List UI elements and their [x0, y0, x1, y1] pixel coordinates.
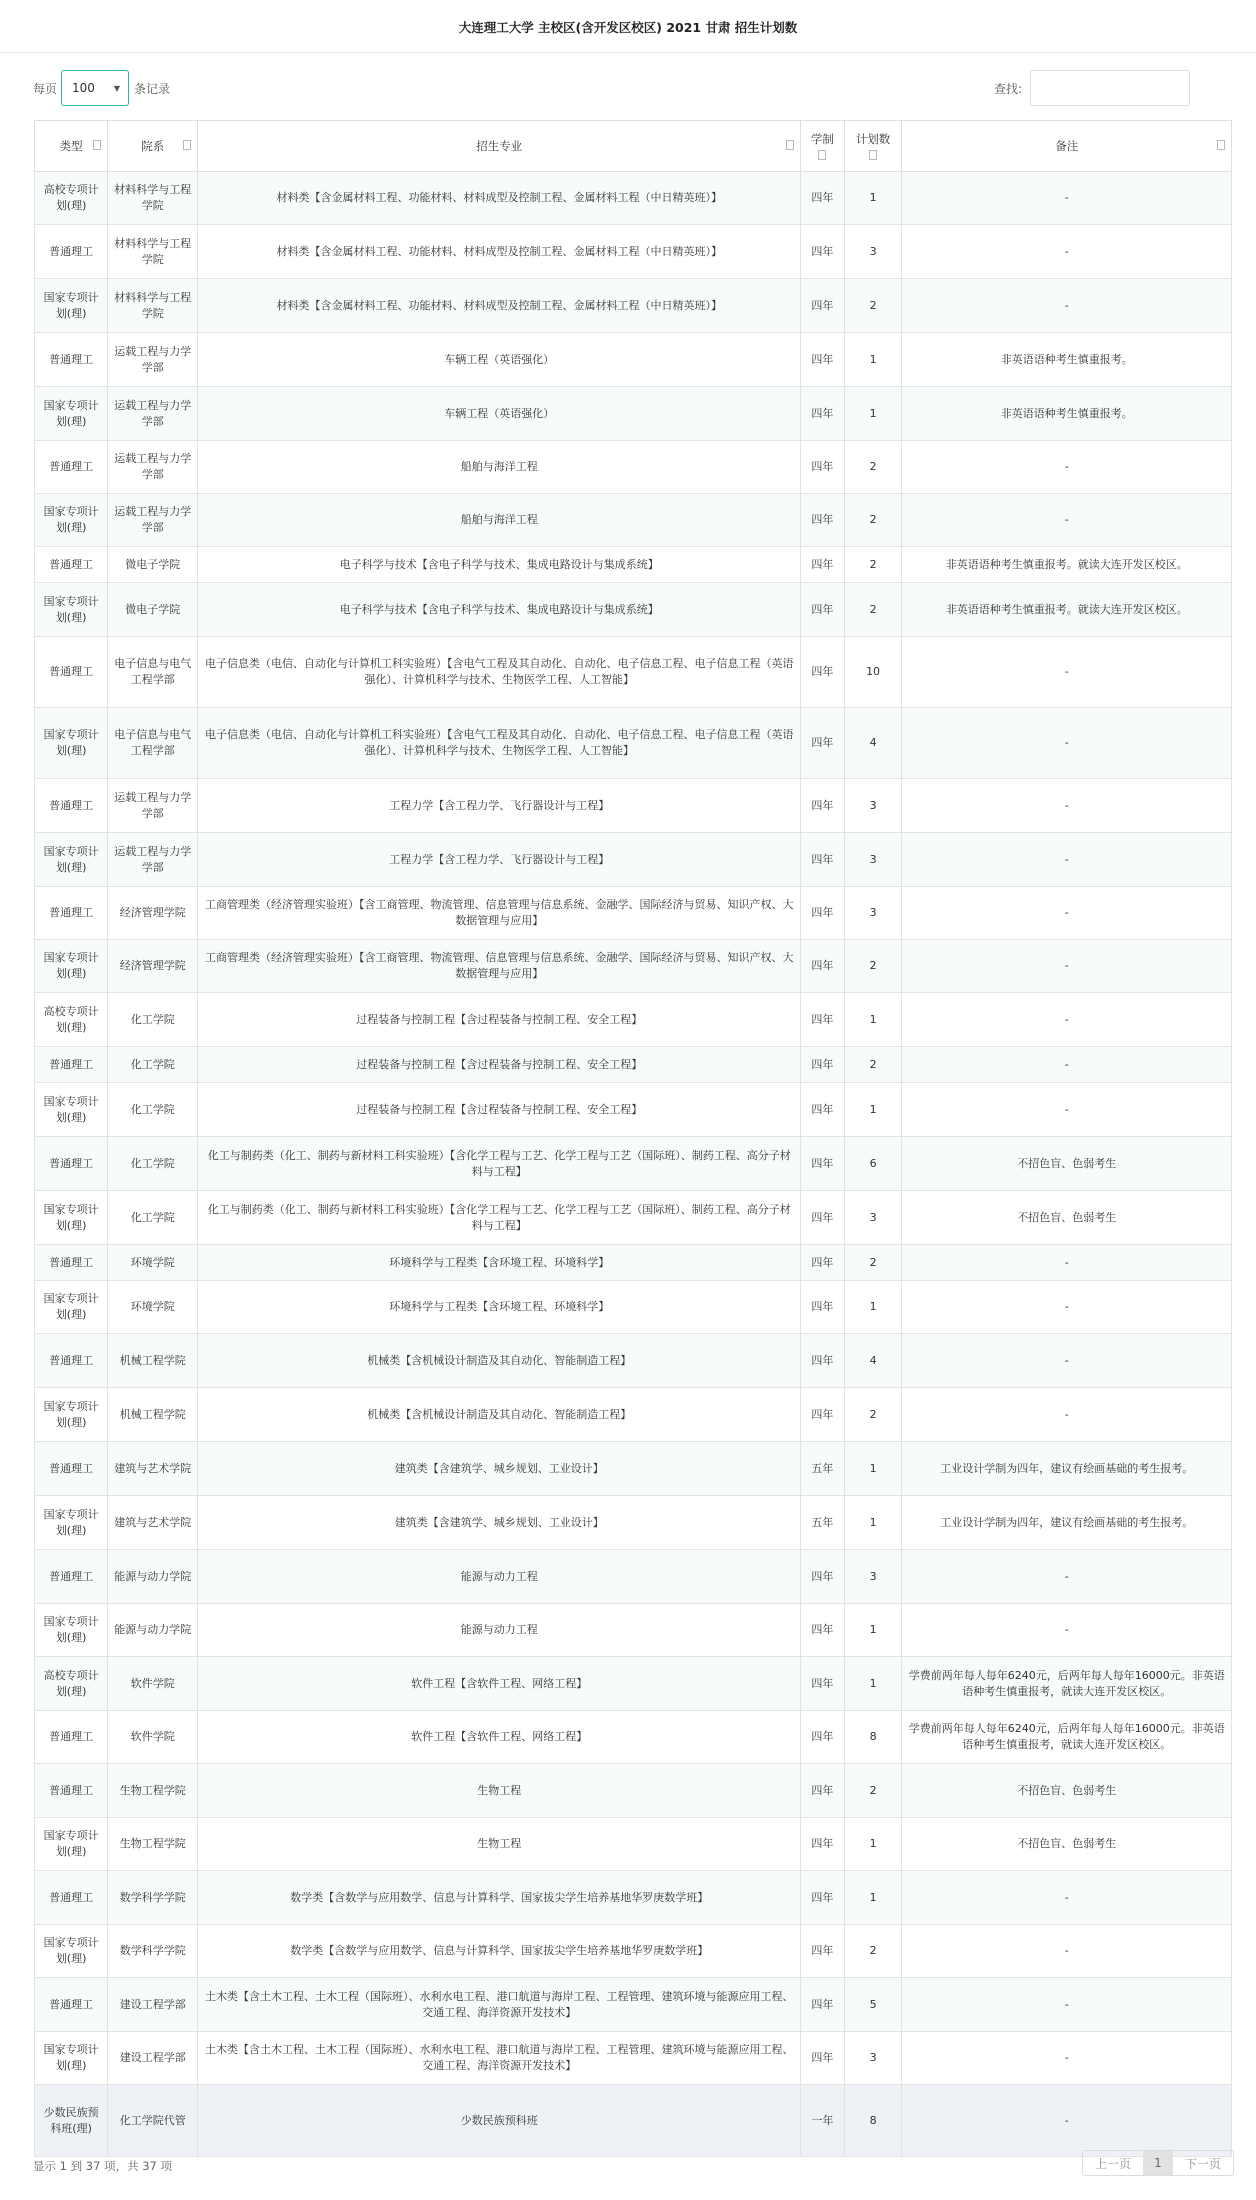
table-row	[35, 833, 1232, 887]
cell-note: 工业设计学制为四年，建议有绘画基础的考生报考。	[902, 1496, 1232, 1550]
table-row	[35, 1604, 1232, 1657]
page-title: 大连理工大学 主校区(含开发区校区) 2021 甘肃 招生计划数	[458, 20, 798, 35]
cell-major: 电子科学与技术【含电子科学与技术、集成电路设计与集成系统】	[198, 547, 801, 583]
table-row	[35, 333, 1232, 387]
cell-major: 电子科学与技术【含电子科学与技术、集成电路设计与集成系统】	[198, 583, 801, 637]
col-header-major[interactable]	[198, 121, 801, 172]
cell-major: 车辆工程（英语强化）	[198, 333, 801, 387]
cell-note: -	[902, 940, 1232, 993]
cell-dept: 环境学院	[108, 1281, 198, 1334]
table-row	[35, 494, 1232, 547]
cell-type: 普通理工	[35, 547, 108, 583]
cell-years: 四年	[801, 583, 845, 637]
cell-years: 五年	[801, 1496, 845, 1550]
cell-years: 四年	[801, 387, 845, 441]
cell-type: 普通理工	[35, 1245, 108, 1281]
cell-plan: 2	[844, 583, 902, 637]
cell-type: 少数民族预科班(理)	[35, 2085, 108, 2157]
cell-major: 能源与动力工程	[198, 1604, 801, 1657]
cell-dept: 能源与动力学院	[108, 1604, 198, 1657]
cell-note: -	[902, 1871, 1232, 1925]
cell-note: 非英语语种考生慎重报考。就读大连开发区校区。	[902, 547, 1232, 583]
col-header-label: 类型	[59, 139, 83, 153]
cell-dept: 运载工程与力学学部	[108, 494, 198, 547]
table-row	[35, 1334, 1232, 1388]
table-row	[35, 279, 1232, 333]
search-control	[994, 70, 1190, 106]
cell-years: 四年	[801, 494, 845, 547]
cell-major: 材料类【含金属材料工程、功能材料、材料成型及控制工程、金属材料工程（中日精英班）】	[198, 279, 801, 333]
cell-plan: 2	[844, 940, 902, 993]
table-row	[35, 583, 1232, 637]
cell-note: 非英语语种考生慎重报考。	[902, 333, 1232, 387]
cell-plan: 2	[844, 279, 902, 333]
cell-plan: 3	[844, 225, 902, 279]
cell-dept: 微电子学院	[108, 583, 198, 637]
table-row	[35, 1550, 1232, 1604]
cell-note: -	[902, 1281, 1232, 1334]
cell-dept: 化工学院代管	[108, 2085, 198, 2157]
cell-dept: 数学科学学院	[108, 1871, 198, 1925]
table-row	[35, 441, 1232, 494]
cell-note: 非英语语种考生慎重报考。	[902, 387, 1232, 441]
cell-type: 普通理工	[35, 1442, 108, 1496]
cell-type: 普通理工	[35, 1711, 108, 1764]
cell-note: -	[902, 225, 1232, 279]
cell-plan: 1	[844, 1442, 902, 1496]
sort-icon	[1217, 140, 1225, 150]
cell-years: 四年	[801, 833, 845, 887]
cell-dept: 电子信息与电气工程学部	[108, 708, 198, 779]
col-header-label: 学制	[810, 132, 834, 147]
cell-type: 高校专项计划(理)	[35, 993, 108, 1047]
cell-major: 建筑类【含建筑学、城乡规划、工业设计】	[198, 1496, 801, 1550]
next-page-button[interactable]: 下一页	[1184, 2156, 1221, 2171]
cell-years: 四年	[801, 887, 845, 940]
cell-major: 环境科学与工程类【含环境工程、环境科学】	[198, 1281, 801, 1334]
table-row	[35, 1871, 1232, 1925]
cell-type: 普通理工	[35, 225, 108, 279]
cell-type: 国家专项计划(理)	[35, 1496, 108, 1550]
cell-type: 国家专项计划(理)	[35, 387, 108, 441]
cell-plan: 8	[844, 2085, 902, 2157]
cell-plan: 3	[844, 1191, 902, 1245]
cell-note: -	[902, 1047, 1232, 1083]
cell-type: 高校专项计划(理)	[35, 172, 108, 225]
cell-note: 不招色盲、色弱考生	[902, 1191, 1232, 1245]
table-row	[35, 637, 1232, 708]
cell-dept: 经济管理学院	[108, 940, 198, 993]
cell-plan: 8	[844, 1711, 902, 1764]
table-row	[35, 708, 1232, 779]
table-body	[35, 172, 1232, 2157]
cell-dept: 建设工程学部	[108, 1978, 198, 2032]
cell-major: 电子信息类（电信、自动化与计算机工科实验班）【含电气工程及其自动化、自动化、电子信息工程、电子信息工程（英语强化）、计算机科学与技术、生物医学工程、人工智能】	[198, 637, 801, 708]
dropdown-arrow-icon: ▼	[113, 83, 121, 93]
cell-dept: 化工学院	[108, 1191, 198, 1245]
search-label: 查找:	[994, 81, 1023, 96]
cell-major: 少数民族预科班	[198, 2085, 801, 2157]
sort-icon	[818, 150, 826, 160]
cell-plan: 4	[844, 708, 902, 779]
col-header-label: 计划数	[855, 132, 891, 147]
cell-note: -	[902, 1604, 1232, 1657]
cell-major: 电子信息类（电信、自动化与计算机工科实验班）【含电气工程及其自动化、自动化、电子信息工程、电子信息工程（英语强化）、计算机科学与技术、生物医学工程、人工智能】	[198, 708, 801, 779]
cell-plan: 1	[844, 1818, 902, 1871]
cell-note: -	[902, 2085, 1232, 2157]
cell-note: -	[902, 779, 1232, 833]
cell-type: 国家专项计划(理)	[35, 1818, 108, 1871]
sort-icon	[869, 150, 877, 160]
cell-years: 四年	[801, 279, 845, 333]
cell-note: -	[902, 833, 1232, 887]
cell-dept: 运载工程与力学学部	[108, 779, 198, 833]
table-row	[35, 887, 1232, 940]
cell-dept: 材料科学与工程学院	[108, 225, 198, 279]
cell-type: 国家专项计划(理)	[35, 1191, 108, 1245]
cell-major: 软件工程【含软件工程、网络工程】	[198, 1711, 801, 1764]
cell-major: 化工与制药类（化工、制药与新材料工科实验班）【含化学工程与工艺、化学工程与工艺（国际班）、制药工程、高分子材料与工程】	[198, 1137, 801, 1191]
cell-type: 高校专项计划(理)	[35, 1657, 108, 1711]
cell-dept: 建设工程学部	[108, 2032, 198, 2085]
cell-type: 国家专项计划(理)	[35, 940, 108, 993]
cell-major: 材料类【含金属材料工程、功能材料、材料成型及控制工程、金属材料工程（中日精英班）】	[198, 172, 801, 225]
table-row	[35, 1281, 1232, 1334]
table-row	[35, 1083, 1232, 1137]
cell-plan: 2	[844, 441, 902, 494]
table-row	[35, 2032, 1232, 2085]
cell-plan: 2	[844, 1047, 902, 1083]
table-row	[35, 1925, 1232, 1978]
cell-plan: 2	[844, 547, 902, 583]
cell-major: 数学类【含数学与应用数学、信息与计算科学、国家拔尖学生培养基地华罗庚数学班】	[198, 1925, 801, 1978]
table-row	[35, 940, 1232, 993]
page-length-select[interactable]	[61, 70, 129, 106]
cell-type: 普通理工	[35, 779, 108, 833]
cell-note: -	[902, 708, 1232, 779]
cell-plan: 1	[844, 172, 902, 225]
cell-major: 土木类【含土木工程、土木工程（国际班）、水利水电工程、港口航道与海岸工程、工程管理、建筑环境与能源应用工程、交通工程、海洋资源开发技术】	[198, 1978, 801, 2032]
cell-note: -	[902, 887, 1232, 940]
cell-type: 国家专项计划(理)	[35, 1281, 108, 1334]
table-row	[35, 225, 1232, 279]
cell-years: 四年	[801, 993, 845, 1047]
cell-years: 四年	[801, 1604, 845, 1657]
cell-note: -	[902, 993, 1232, 1047]
cell-note: -	[902, 1245, 1232, 1281]
cell-years: 四年	[801, 1871, 845, 1925]
cell-plan: 1	[844, 1871, 902, 1925]
cell-plan: 3	[844, 779, 902, 833]
cell-dept: 电子信息与电气工程学部	[108, 637, 198, 708]
cell-note: 不招色盲、色弱考生	[902, 1818, 1232, 1871]
cell-plan: 1	[844, 333, 902, 387]
table-row	[35, 1047, 1232, 1083]
table-row	[35, 2085, 1232, 2157]
cell-plan: 1	[844, 1657, 902, 1711]
cell-type: 国家专项计划(理)	[35, 494, 108, 547]
cell-note: -	[902, 1334, 1232, 1388]
table-row	[35, 1764, 1232, 1818]
cell-years: 四年	[801, 1550, 845, 1604]
cell-years: 四年	[801, 1818, 845, 1871]
table-row	[35, 1496, 1232, 1550]
cell-note: 非英语语种考生慎重报考。就读大连开发区校区。	[902, 583, 1232, 637]
cell-plan: 6	[844, 1137, 902, 1191]
cell-years: 四年	[801, 1711, 845, 1764]
cell-plan: 1	[844, 1281, 902, 1334]
cell-type: 国家专项计划(理)	[35, 708, 108, 779]
cell-dept: 微电子学院	[108, 547, 198, 583]
title-divider	[0, 52, 1256, 53]
table-row	[35, 1388, 1232, 1442]
cell-type: 普通理工	[35, 1047, 108, 1083]
cell-years: 四年	[801, 441, 845, 494]
sort-icon	[183, 140, 191, 150]
cell-dept: 数学科学学院	[108, 1925, 198, 1978]
sort-icon	[786, 140, 794, 150]
cell-dept: 能源与动力学院	[108, 1550, 198, 1604]
table-row	[35, 1442, 1232, 1496]
cell-note: -	[902, 1925, 1232, 1978]
prev-page-button[interactable]: 上一页	[1094, 2156, 1131, 2171]
cell-plan: 1	[844, 387, 902, 441]
cell-years: 四年	[801, 1281, 845, 1334]
cell-dept: 化工学院	[108, 1137, 198, 1191]
cell-note: 工业设计学制为四年，建议有绘画基础的考生报考。	[902, 1442, 1232, 1496]
cell-major: 土木类【含土木工程、土木工程（国际班）、水利水电工程、港口航道与海岸工程、工程管理、建筑环境与能源应用工程、交通工程、海洋资源开发技术】	[198, 2032, 801, 2085]
cell-type: 国家专项计划(理)	[35, 279, 108, 333]
cell-years: 四年	[801, 1137, 845, 1191]
table-row	[35, 387, 1232, 441]
cell-dept: 化工学院	[108, 1047, 198, 1083]
pagination	[1082, 2150, 1234, 2176]
cell-note: 不招色盲、色弱考生	[902, 1137, 1232, 1191]
cell-note: -	[902, 2032, 1232, 2085]
cell-note: 学费前两年每人每年6240元，后两年每人每年16000元。非英语语种考生慎重报考，就读大连开发区校区。	[902, 1711, 1232, 1764]
table-row	[35, 1818, 1232, 1871]
cell-major: 过程装备与控制工程【含过程装备与控制工程、安全工程】	[198, 993, 801, 1047]
cell-type: 普通理工	[35, 887, 108, 940]
cell-plan: 3	[844, 1550, 902, 1604]
cell-type: 普通理工	[35, 1764, 108, 1818]
table-row	[35, 993, 1232, 1047]
table-row	[35, 1191, 1232, 1245]
length-prefix-label: 每页	[33, 81, 58, 96]
table-info: 显示 1 到 37 项，共 37 项	[33, 2159, 173, 2173]
cell-dept: 环境学院	[108, 1245, 198, 1281]
table-row	[35, 1137, 1232, 1191]
table-row	[35, 1978, 1232, 2032]
cell-dept: 材料科学与工程学院	[108, 279, 198, 333]
table-row	[35, 1657, 1232, 1711]
col-header-years[interactable]	[801, 121, 845, 172]
cell-type: 普通理工	[35, 637, 108, 708]
cell-years: 四年	[801, 1978, 845, 2032]
cell-major: 过程装备与控制工程【含过程装备与控制工程、安全工程】	[198, 1083, 801, 1137]
cell-years: 四年	[801, 1388, 845, 1442]
cell-major: 能源与动力工程	[198, 1550, 801, 1604]
table-row	[35, 1245, 1232, 1281]
cell-major: 化工与制药类（化工、制药与新材料工科实验班）【含化学工程与工艺、化学工程与工艺（国际班）、制药工程、高分子材料与工程】	[198, 1191, 801, 1245]
cell-years: 五年	[801, 1442, 845, 1496]
cell-dept: 软件学院	[108, 1711, 198, 1764]
table-header-row	[35, 121, 1232, 172]
cell-dept: 经济管理学院	[108, 887, 198, 940]
cell-years: 四年	[801, 1245, 845, 1281]
cell-dept: 运载工程与力学学部	[108, 441, 198, 494]
cell-type: 国家专项计划(理)	[35, 1604, 108, 1657]
cell-type: 国家专项计划(理)	[35, 833, 108, 887]
cell-note: -	[902, 1550, 1232, 1604]
cell-type: 国家专项计划(理)	[35, 1925, 108, 1978]
cell-years: 四年	[801, 1764, 845, 1818]
col-header-label: 备注	[1055, 139, 1079, 153]
cell-note: -	[902, 1978, 1232, 2032]
plan-table	[34, 120, 1232, 2157]
cell-major: 机械类【含机械设计制造及其自动化、智能制造工程】	[198, 1388, 801, 1442]
cell-dept: 机械工程学院	[108, 1334, 198, 1388]
cell-years: 四年	[801, 2032, 845, 2085]
cell-years: 一年	[801, 2085, 845, 2157]
col-header-type[interactable]	[35, 121, 108, 172]
cell-plan: 2	[844, 1764, 902, 1818]
cell-years: 四年	[801, 1191, 845, 1245]
page-length-value: 100	[72, 81, 95, 95]
cell-years: 四年	[801, 547, 845, 583]
cell-years: 四年	[801, 708, 845, 779]
search-input[interactable]	[1030, 70, 1190, 106]
cell-major: 环境科学与工程类【含环境工程、环境科学】	[198, 1245, 801, 1281]
cell-plan: 4	[844, 1334, 902, 1388]
cell-dept: 材料科学与工程学院	[108, 172, 198, 225]
cell-note: -	[902, 441, 1232, 494]
table-row	[35, 779, 1232, 833]
table-row	[35, 1711, 1232, 1764]
cell-years: 四年	[801, 1047, 845, 1083]
cell-major: 生物工程	[198, 1764, 801, 1818]
cell-major: 生物工程	[198, 1818, 801, 1871]
cell-plan: 2	[844, 1925, 902, 1978]
col-header-label: 招生专业	[476, 139, 523, 153]
cell-plan: 1	[844, 1083, 902, 1137]
cell-major: 工商管理类（经济管理实验班）【含工商管理、物流管理、信息管理与信息系统、金融学、国际经济与贸易、知识产权、大数据管理与应用】	[198, 940, 801, 993]
cell-major: 车辆工程（英语强化）	[198, 387, 801, 441]
cell-dept: 建筑与艺术学院	[108, 1442, 198, 1496]
cell-note: -	[902, 1388, 1232, 1442]
table-row	[35, 172, 1232, 225]
table-row	[35, 547, 1232, 583]
cell-plan: 2	[844, 1245, 902, 1281]
cell-years: 四年	[801, 1657, 845, 1711]
page-number-button[interactable]: 1	[1143, 2151, 1173, 2175]
cell-dept: 运载工程与力学学部	[108, 387, 198, 441]
cell-note: 学费前两年每人每年6240元，后两年每人每年16000元。非英语语种考生慎重报考，就读大连开发区校区。	[902, 1657, 1232, 1711]
cell-plan: 3	[844, 2032, 902, 2085]
cell-years: 四年	[801, 225, 845, 279]
cell-note: 不招色盲、色弱考生	[902, 1764, 1232, 1818]
cell-major: 材料类【含金属材料工程、功能材料、材料成型及控制工程、金属材料工程（中日精英班）】	[198, 225, 801, 279]
cell-major: 过程装备与控制工程【含过程装备与控制工程、安全工程】	[198, 1047, 801, 1083]
cell-major: 船舶与海洋工程	[198, 441, 801, 494]
cell-type: 普通理工	[35, 1871, 108, 1925]
cell-note: -	[902, 637, 1232, 708]
page-length-control	[33, 70, 170, 106]
sort-icon	[93, 140, 101, 150]
cell-major: 机械类【含机械设计制造及其自动化、智能制造工程】	[198, 1334, 801, 1388]
cell-type: 普通理工	[35, 441, 108, 494]
cell-dept: 生物工程学院	[108, 1818, 198, 1871]
cell-dept: 化工学院	[108, 1083, 198, 1137]
cell-note: -	[902, 1083, 1232, 1137]
cell-type: 国家专项计划(理)	[35, 583, 108, 637]
cell-years: 四年	[801, 333, 845, 387]
cell-plan: 3	[844, 833, 902, 887]
length-suffix-label: 条记录	[134, 81, 171, 96]
col-header-note[interactable]	[902, 121, 1232, 172]
cell-type: 普通理工	[35, 1137, 108, 1191]
cell-plan: 1	[844, 1496, 902, 1550]
cell-dept: 化工学院	[108, 993, 198, 1047]
cell-plan: 10	[844, 637, 902, 708]
cell-years: 四年	[801, 779, 845, 833]
cell-note: -	[902, 279, 1232, 333]
cell-dept: 建筑与艺术学院	[108, 1496, 198, 1550]
cell-plan: 1	[844, 1604, 902, 1657]
cell-type: 国家专项计划(理)	[35, 1083, 108, 1137]
cell-plan: 1	[844, 993, 902, 1047]
col-header-label: 院系	[141, 139, 165, 153]
cell-major: 数学类【含数学与应用数学、信息与计算科学、国家拔尖学生培养基地华罗庚数学班】	[198, 1871, 801, 1925]
cell-type: 普通理工	[35, 333, 108, 387]
col-header-plan[interactable]	[844, 121, 902, 172]
cell-dept: 机械工程学院	[108, 1388, 198, 1442]
cell-note: -	[902, 172, 1232, 225]
cell-type: 普通理工	[35, 1978, 108, 2032]
cell-plan: 2	[844, 494, 902, 547]
cell-major: 工商管理类（经济管理实验班）【含工商管理、物流管理、信息管理与信息系统、金融学、国际经济与贸易、知识产权、大数据管理与应用】	[198, 887, 801, 940]
cell-note: -	[902, 494, 1232, 547]
cell-major: 软件工程【含软件工程、网络工程】	[198, 1657, 801, 1711]
cell-years: 四年	[801, 1925, 845, 1978]
cell-years: 四年	[801, 1334, 845, 1388]
cell-major: 工程力学【含工程力学、飞行器设计与工程】	[198, 833, 801, 887]
col-header-dept[interactable]	[108, 121, 198, 172]
cell-years: 四年	[801, 1083, 845, 1137]
cell-dept: 运载工程与力学学部	[108, 333, 198, 387]
cell-type: 国家专项计划(理)	[35, 1388, 108, 1442]
cell-plan: 3	[844, 887, 902, 940]
cell-plan: 2	[844, 1388, 902, 1442]
cell-dept: 生物工程学院	[108, 1764, 198, 1818]
cell-years: 四年	[801, 172, 845, 225]
cell-major: 建筑类【含建筑学、城乡规划、工业设计】	[198, 1442, 801, 1496]
cell-years: 四年	[801, 637, 845, 708]
cell-major: 工程力学【含工程力学、飞行器设计与工程】	[198, 779, 801, 833]
cell-dept: 软件学院	[108, 1657, 198, 1711]
cell-type: 普通理工	[35, 1550, 108, 1604]
cell-major: 船舶与海洋工程	[198, 494, 801, 547]
cell-type: 普通理工	[35, 1334, 108, 1388]
cell-plan: 5	[844, 1978, 902, 2032]
cell-dept: 运载工程与力学学部	[108, 833, 198, 887]
cell-years: 四年	[801, 940, 845, 993]
cell-type: 国家专项计划(理)	[35, 2032, 108, 2085]
